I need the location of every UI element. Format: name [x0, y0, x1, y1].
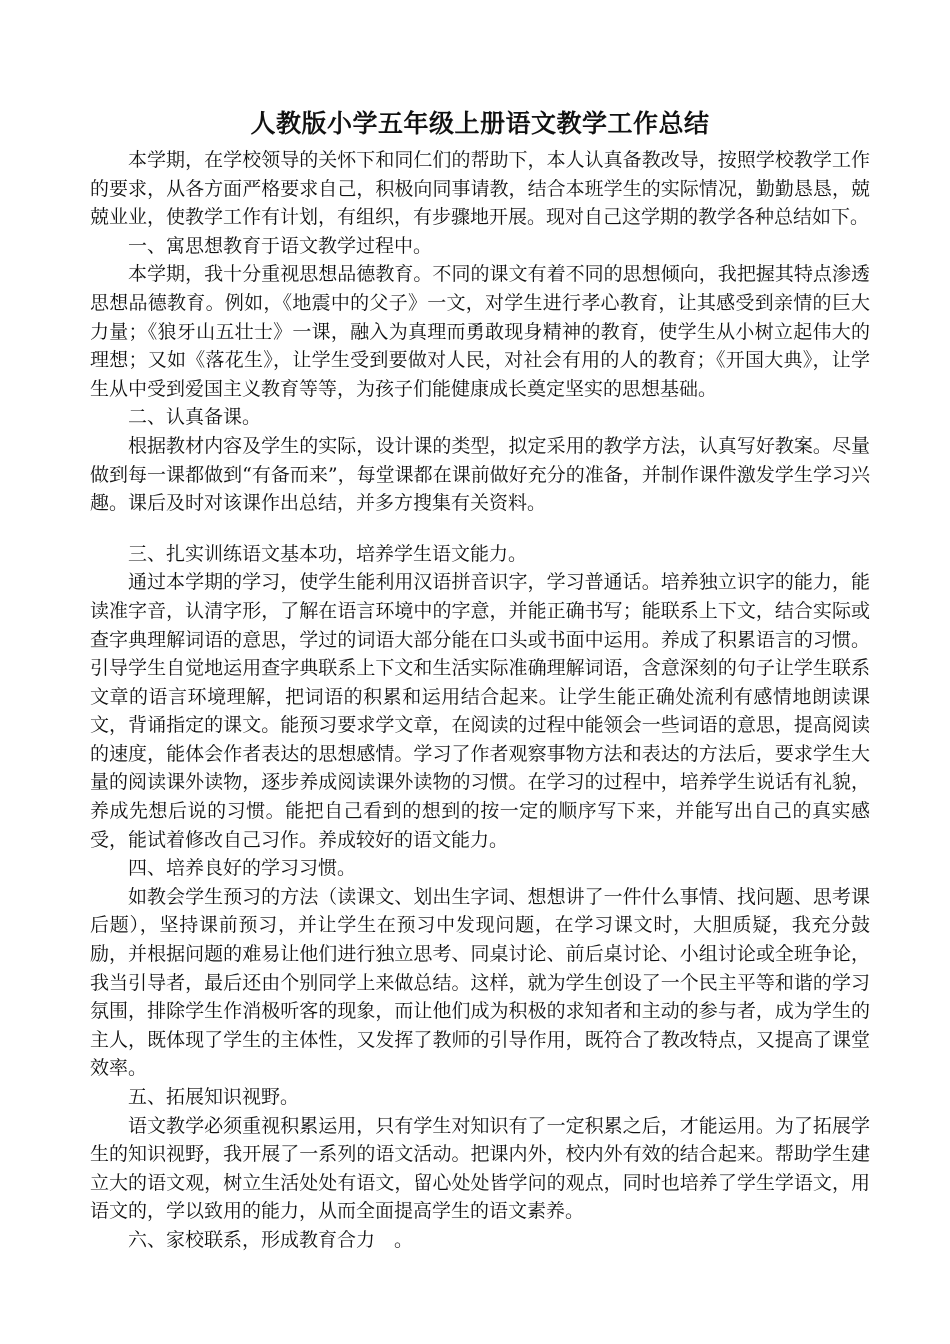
section-4-heading: 四、培养良好的学习习惯。	[128, 857, 357, 880]
section-1-body: 本学期，我十分重视思想品德教育。不同的课文有着不同的思想倾向，我把握其特点渗透思想品德教育。例如，《地震中的父子》一文，对学生进行孝心教育，让其感受到亲情的巨大力量；《狼牙山五壮士》一课，融入为真理而勇敢现身精神的教育，使学生从小树立起伟大的理想；又如《落花生》，让学生受到要做对人民，对社会有用的人的教育；《开国大典》，让学生从中受到爱国主义教育等等，为孩子们能健康成长奠定坚实的思想基础。	[90, 263, 870, 400]
section-2-body: 根据教材内容及学生的实际，设计课的类型，拟定采用的教学方法，认真写好教案。尽量做到每一课都做到“有备而来”，每堂课都在课前做好充分的准备，并制作课件激发学生学习兴趣。课后及时对该课作出总结，并多方搜集有关资料。	[90, 434, 870, 515]
section-5-body: 语文教学必须重视积累运用，只有学生对知识有了一定积累之后，才能运用。为了拓展学生的知识视野，我开展了一系列的语文活动。把课内外，校内外有效的结合起来。帮助学生建立大的语文观，树立生活处处有语文，留心处处皆学问的观点，同时也培养了学生学语文，用语文的，学以致用的能力，从而全面提高学生的语文素养。	[90, 1114, 870, 1223]
section-1-heading: 一、寓思想教育于语文教学过程中。	[128, 234, 433, 257]
section-5-heading: 五、拓展知识视野。	[128, 1086, 300, 1108]
paragraph-gap	[90, 518, 870, 540]
document-title: 人教版小学五年级上册语文教学工作总结	[250, 109, 710, 138]
section-6-heading: 六、家校联系，形成教育合力 。	[128, 1228, 414, 1251]
document-page	[90, 104, 870, 1255]
section-4-body: 如教会学生预习的方法（读课文、划出生字词、想想讲了一件什么事情、找问题、思考课后题），坚持课前预习，并让学生在预习中发现问题，在学习课文时，大胆质疑，我充分鼓励，并根据问题的难易让他们进行独立思考、同桌讨论、前后桌讨论、小组讨论或全班争论，我当引导者，最后还由个别同学上来做总结。这样，就为学生创设了一个民主平等和谐的学习氛围，排除学生作消极听客的现象，而让他们成为积极的求知者和主动的参与者，成为学生的主人，既体现了学生的主体性，又发挥了教师的引导作用，既符合了教改特点，又提高了课堂效率。	[90, 885, 870, 1080]
section-2-heading: 二、认真备课。	[128, 406, 262, 429]
section-3-body: 通过本学期的学习，使学生能利用汉语拼音识字，学习普通话。培养独立识字的能力，能读准字音，认清字形，了解在语言环境中的字意，并能正确书写；能联系上下文，结合实际或查字典理解词语的意思，学过的词语大部分能在口头或书面中运用。养成了积累语言的习惯。引导学生自觉地运用查字典联系上下文和生活实际准确理解词语，含意深刻的句子让学生联系文章的语言环境理解，把词语的积累和运用结合起来。让学生能正确处流利有感情地朗读课文，背诵指定的课文。能预习要求学文章，在阅读的过程中能领会一些词语的意思，提高阅读的速度，能体会作者表达的思想感情。学习了作者观察事物方法和表达的方法后，要求学生大量的阅读课外读物，逐步养成阅读课外读物的习惯。在学习的过程中，培养学生说话有礼貌，养成先想后说的习惯。能把自己看到的想到的按一定的顺序写下来，并能写出自己的真实感受，能试着修改自己习作。养成较好的语文能力。	[90, 571, 870, 851]
intro-paragraph: 本学期，在学校领导的关怀下和同仁们的帮助下，本人认真备教改导，按照学校教学工作的要求，从各方面严格要求自己，积极向同事请教，结合本班学生的实际情况，勤勤恳恳，兢兢业业，使教学工作有计划，有组织，有步骤地开展。现对自己这学期的教学各种总结如下。	[90, 149, 870, 229]
section-3-heading: 三、扎实训练语文基本功，培养学生语文能力。	[128, 542, 528, 565]
